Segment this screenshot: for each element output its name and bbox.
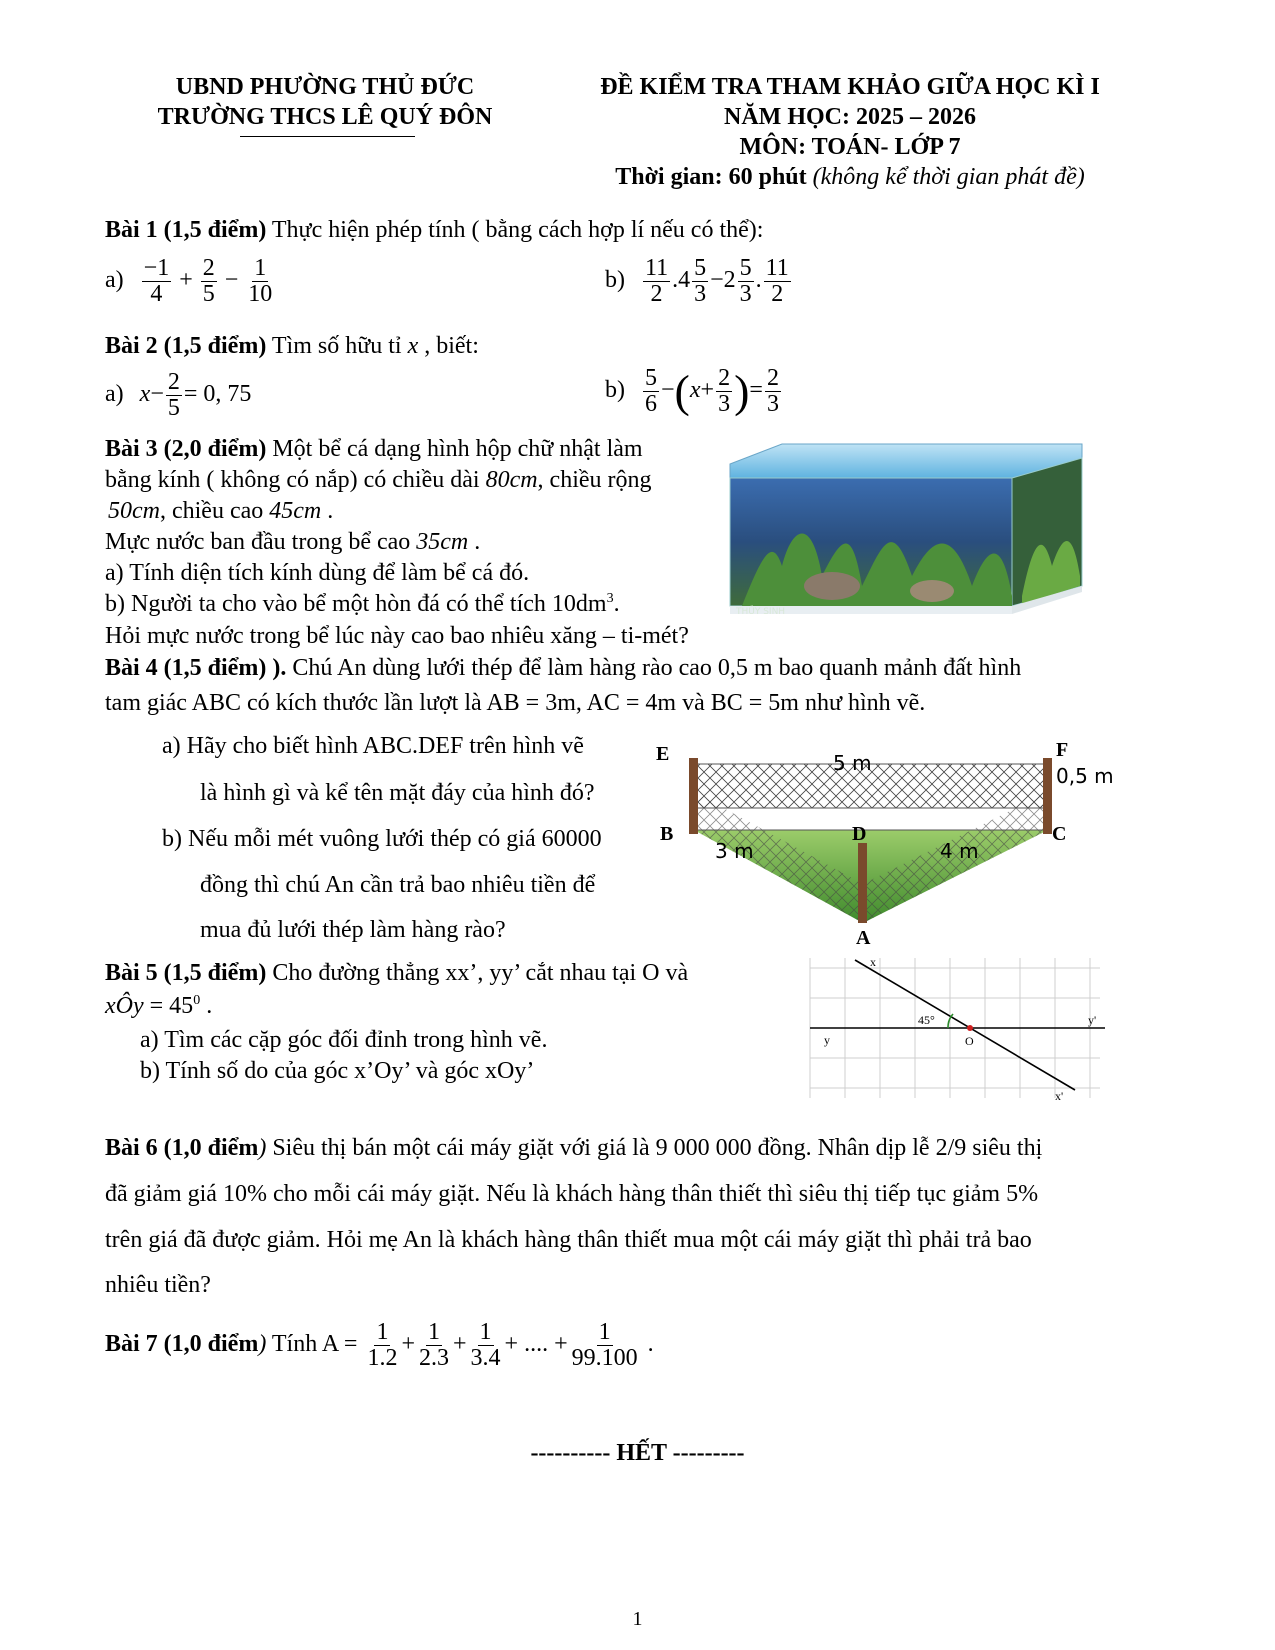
numerator: 5 xyxy=(645,365,657,391)
numerator: 11 xyxy=(765,255,789,281)
operator: − xyxy=(661,377,675,404)
denominator: 6 xyxy=(645,391,657,418)
label-angle: 45° xyxy=(918,1013,935,1027)
bai2-a xyxy=(105,370,251,421)
time-note: (không kể thời gian phát đề) xyxy=(812,164,1085,190)
numerator: 1 xyxy=(598,1319,611,1345)
ellipsis: + .... + xyxy=(504,1331,568,1358)
text: . xyxy=(641,1331,654,1358)
denominator: 5 xyxy=(202,281,215,308)
numerator: 1 xyxy=(479,1319,492,1345)
fraction xyxy=(738,256,754,307)
bai1-title xyxy=(105,217,763,244)
fraction xyxy=(643,366,659,417)
text: Mực nước ban đầu trong bể cao xyxy=(105,529,417,555)
bai3-l4 xyxy=(105,529,480,556)
text: bằng kính ( không có nắp) có chiều dài xyxy=(105,467,486,493)
fraction xyxy=(365,1320,399,1371)
bai6-l4: nhiêu tiền? xyxy=(105,1272,211,1298)
denominator: 5 xyxy=(167,395,180,422)
text: , chiều cao xyxy=(159,498,270,524)
school-ward: UBND PHƯỜNG THỦ ĐỨC xyxy=(175,74,475,100)
bai4-l2: tam giác ABC có kích thước lần lượt là AB = 3m, AC = 4m và BC = 5m như hình vẽ. xyxy=(105,690,926,716)
bai1-b-label: b) xyxy=(605,267,625,294)
vertex-A: A xyxy=(856,927,871,949)
numerator: 11 xyxy=(645,255,669,281)
bai1-b xyxy=(605,256,793,307)
bai5-text: Cho đường thẳng xx’, yy’ cắt nhau tại O và xyxy=(266,960,689,986)
bai2-text2: , biết: xyxy=(418,333,479,359)
operator: + xyxy=(179,267,193,294)
denominator: 3 xyxy=(718,391,731,418)
text: . xyxy=(468,529,481,555)
bai4-text: Chú An dùng lưới thép để làm hàng rào cao 0,5 m bao quanh mảnh đất hình xyxy=(286,655,1022,681)
var-x: x xyxy=(689,377,701,404)
numerator: 2 xyxy=(718,365,731,391)
denominator: 3 xyxy=(694,281,707,308)
height-value: 45cm xyxy=(269,498,322,524)
fraction xyxy=(692,256,708,307)
angle-eq: = 45 xyxy=(143,993,194,1019)
vertex-F: F xyxy=(1056,739,1069,761)
superscript: 3 xyxy=(606,591,614,606)
text: . xyxy=(613,591,620,617)
operator: + xyxy=(700,377,715,404)
numerator: 5 xyxy=(739,255,752,281)
bai3-l6 xyxy=(105,591,620,618)
bai6-l2: đã giảm giá 10% cho mỗi cái máy giặt. Nếu là khách hàng thân thiết thì siêu thị tiếp tục giảm 5% xyxy=(105,1181,1039,1207)
bai4-l1 xyxy=(105,655,1021,682)
fraction xyxy=(469,1320,503,1371)
mixed-whole: −2 xyxy=(710,267,736,294)
var-x: x xyxy=(139,381,151,408)
fig-left-label: 3 m xyxy=(715,839,754,863)
bai1-text: Thực hiện phép tính ( bằng cách hợp lí nếu có thể): xyxy=(266,217,764,243)
bai7-text: Tính A = xyxy=(266,1331,364,1358)
equals: = xyxy=(749,377,763,404)
numerator: 5 xyxy=(694,255,707,281)
denominator: 2 xyxy=(771,281,784,308)
angle-name: xÔy xyxy=(105,993,144,1019)
bai6-text: Siêu thị bán một cái máy giặt với giá là 9 000 000 đồng. Nhân dịp lễ 2/9 siêu thị xyxy=(266,1135,1043,1161)
numerator: 2 xyxy=(167,369,180,395)
numerator: 1 xyxy=(254,255,267,281)
bai3-heading: Bài 3 (2,0 điểm) xyxy=(105,436,267,462)
dot: . xyxy=(755,267,762,294)
bai2-title xyxy=(105,333,479,360)
denominator: 2.3 xyxy=(419,1345,449,1372)
bai6-l1 xyxy=(105,1135,1042,1162)
fraction xyxy=(643,256,670,307)
bai2-b-label: b) xyxy=(605,377,625,404)
fraction xyxy=(417,1320,451,1371)
denominator: 99.100 xyxy=(571,1345,638,1372)
bai1-heading: Bài 1 (1,5 điểm) xyxy=(105,217,267,243)
bai2-b xyxy=(605,366,783,417)
school-underline xyxy=(240,136,415,137)
vertex-D: D xyxy=(852,823,867,845)
bai4-heading: Bài 4 (1,5 điểm) ). xyxy=(105,655,287,681)
bai4-a2: là hình gì và kể tên mặt đáy của hình đó? xyxy=(200,780,595,806)
denominator: 2 xyxy=(650,281,663,308)
exam-title: ĐỀ KIỂM TRA THAM KHẢO GIỮA HỌC KÌ I xyxy=(600,74,1100,100)
fraction xyxy=(201,256,217,307)
denominator: 3 xyxy=(739,281,752,308)
multiplier: .4 xyxy=(672,267,691,294)
bai4-a1: a) Hãy cho biết hình ABC.DEF trên hình vẽ xyxy=(162,733,584,759)
numerator: 2 xyxy=(202,255,215,281)
fraction xyxy=(765,366,781,417)
vertex-E: E xyxy=(656,743,670,765)
school-year: NĂM HỌC: 2025 – 2026 xyxy=(724,104,976,130)
width-value: 50cm xyxy=(108,498,160,524)
aquarium-image xyxy=(722,436,1117,616)
bai5-a: a) Tìm các cặp góc đối đỉnh trong hình vẽ. xyxy=(140,1027,548,1053)
fraction xyxy=(246,256,274,307)
denominator: 4 xyxy=(150,281,163,308)
time-bold: Thời gian: 60 phút xyxy=(615,164,807,190)
rhs: = 0, 75 xyxy=(183,381,252,408)
text: . xyxy=(200,993,213,1019)
bai2-var: x xyxy=(407,333,419,359)
label-y: y xyxy=(824,1033,830,1047)
bai2-heading: Bài 2 (1,5 điểm) xyxy=(105,333,267,359)
page-number: 1 xyxy=(632,1608,643,1630)
fig-height-label: 0,5 m xyxy=(1056,764,1114,788)
denominator: 3 xyxy=(766,391,779,418)
label-x: x xyxy=(870,955,876,969)
bai5-l1 xyxy=(105,960,688,987)
bai4-b3: mua đủ lưới thép làm hàng rào? xyxy=(200,917,506,943)
fraction xyxy=(570,1320,640,1371)
fig-top-label: 5 m xyxy=(833,751,872,775)
school-name: TRƯỜNG THCS LÊ QUÝ ĐÔN xyxy=(157,104,493,130)
bai6-l3: trên giá đã được giảm. Hỏi mẹ An là khách hàng thân thiết mua một cái máy giặt thì phải trả bao xyxy=(105,1227,1032,1253)
denominator: 10 xyxy=(248,281,273,308)
bai4-b2: đồng thì chú An cần trả bao nhiêu tiền để xyxy=(200,872,596,898)
length-value: 80cm xyxy=(485,467,538,493)
bai3-l5: a) Tính diện tích kính dùng để làm bể cá đó. xyxy=(105,560,530,586)
bai6-heading: Bài 6 (1,0 điểm xyxy=(105,1135,259,1161)
water-level-value: 35cm xyxy=(416,529,469,555)
numerator: 2 xyxy=(766,365,779,391)
paren: ) xyxy=(258,1331,267,1358)
bai5-b: b) Tính số do của góc x’Oy’ và góc xOy’ xyxy=(140,1058,535,1084)
bai7-line xyxy=(105,1320,654,1371)
operator: + xyxy=(401,1331,415,1358)
text: . xyxy=(321,498,334,524)
bai2-text: Tìm số hữu tỉ xyxy=(266,333,408,359)
fraction xyxy=(764,256,791,307)
vertex-B: B xyxy=(660,823,674,845)
bai4-b1: b) Nếu mỗi mét vuông lưới thép có giá 60000 xyxy=(162,826,602,852)
bai5-l2 xyxy=(105,993,212,1020)
denominator: 3.4 xyxy=(470,1345,501,1372)
bai7-heading: Bài 7 (1,0 điểm xyxy=(105,1331,259,1358)
text: , chiều rộng xyxy=(537,467,652,493)
numerator: 1 xyxy=(376,1319,389,1345)
vertex-C: C xyxy=(1052,823,1067,845)
fraction xyxy=(716,366,732,417)
bai3-l7: Hỏi mực nước trong bể lúc này cao bao nhiêu xăng – ti-mét? xyxy=(105,623,689,649)
watermark-text: THỦY SINH xyxy=(736,607,786,617)
fig-right-label: 4 m xyxy=(940,839,979,863)
fence-figure xyxy=(656,739,1130,949)
operator: − xyxy=(224,267,239,294)
fraction xyxy=(166,370,182,421)
bai5-heading: Bài 5 (1,5 điểm) xyxy=(105,960,267,986)
degree: 0 xyxy=(193,993,201,1008)
end-marker: ---------- HẾT --------- xyxy=(530,1440,745,1466)
bai2-a-label: a) xyxy=(105,381,124,408)
label-o: O xyxy=(965,1034,974,1048)
right-paren: ) xyxy=(734,365,750,417)
angle-figure xyxy=(800,950,1110,1103)
numerator: −1 xyxy=(143,255,170,281)
bai1-a xyxy=(105,256,276,307)
bai3-text: Một bể cá dạng hình hộp chữ nhật làm xyxy=(266,436,643,462)
subject: MÔN: TOÁN- LỚP 7 xyxy=(739,134,961,160)
operator: + xyxy=(453,1331,467,1358)
bai1-a-label: a) xyxy=(105,267,124,294)
bai3-l2 xyxy=(105,467,652,494)
operator: − xyxy=(150,381,164,408)
bai3-l3 xyxy=(108,498,333,525)
paren: ) xyxy=(258,1135,267,1161)
label-y-prime: y' xyxy=(1088,1013,1097,1027)
numerator: 1 xyxy=(428,1319,440,1345)
left-paren: ( xyxy=(674,365,690,417)
label-x-prime: x' xyxy=(1055,1089,1064,1103)
bai3-l1 xyxy=(105,436,643,463)
fraction xyxy=(142,256,172,307)
text: b) Người ta cho vào bể một hòn đá có thể tích 10dm xyxy=(105,591,607,617)
denominator: 1.2 xyxy=(367,1345,398,1372)
exam-time xyxy=(570,164,1130,191)
